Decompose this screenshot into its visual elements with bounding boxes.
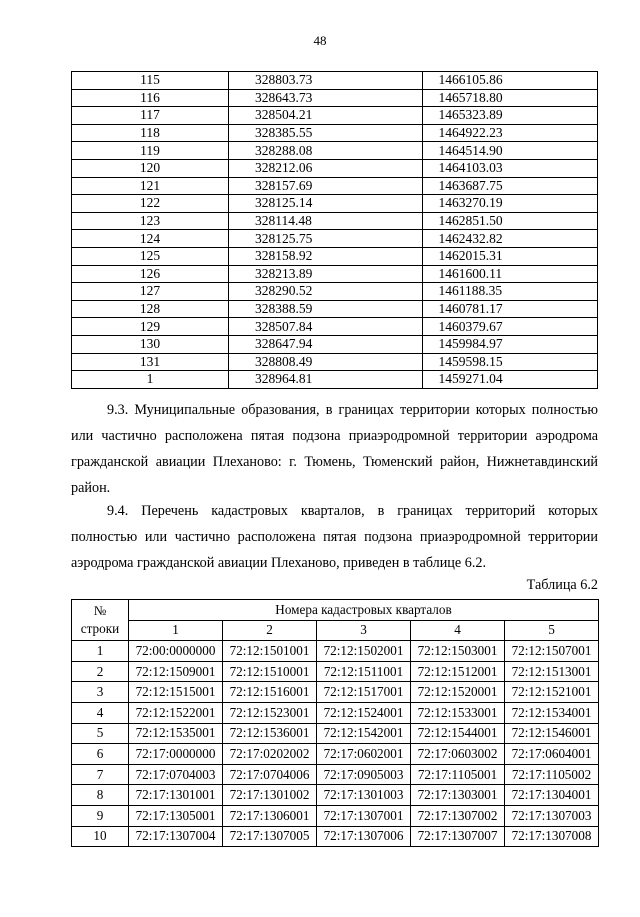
- table-row: [72, 212, 598, 230]
- cadastral-number-cell: 72:12:1513001: [505, 661, 599, 682]
- y-coordinate-cell: 1464922.23: [422, 124, 597, 142]
- y-coordinate-cell: 1459598.15: [422, 353, 597, 371]
- table-row: [72, 764, 599, 785]
- table-row: [72, 230, 598, 248]
- cadastral-number-cell: 72:12:1510001: [223, 661, 317, 682]
- point-number-cell: 125: [72, 247, 229, 265]
- point-number-cell: 126: [72, 265, 229, 283]
- table-row: [72, 785, 599, 806]
- x-coordinate-cell: 328964.81: [228, 371, 422, 389]
- cadastral-number-cell: 72:17:1105001: [411, 764, 505, 785]
- column-number-header: 4: [411, 620, 505, 641]
- x-coordinate-cell: 328212.06: [228, 159, 422, 177]
- cadastral-number-cell: 72:12:1502001: [317, 641, 411, 662]
- point-number-cell: 121: [72, 177, 229, 195]
- table-row: [72, 353, 598, 371]
- cadastral-number-cell: 72:17:1304001: [505, 785, 599, 806]
- point-number-cell: 115: [72, 72, 229, 90]
- cadastral-number-cell: 72:12:1511001: [317, 661, 411, 682]
- row-number-cell: 8: [72, 785, 129, 806]
- point-number-cell: 119: [72, 142, 229, 160]
- x-coordinate-cell: 328157.69: [228, 177, 422, 195]
- x-coordinate-cell: 328643.73: [228, 89, 422, 107]
- x-coordinate-cell: 328803.73: [228, 72, 422, 90]
- y-coordinate-cell: 1464103.03: [422, 159, 597, 177]
- y-coordinate-cell: 1463687.75: [422, 177, 597, 195]
- row-number-header-line2: строки: [80, 621, 120, 637]
- cadastral-number-cell: 72:12:1535001: [129, 723, 223, 744]
- column-number-header: 5: [505, 620, 599, 641]
- point-number-cell: 118: [72, 124, 229, 142]
- table-row: [72, 661, 599, 682]
- cadastral-number-cell: 72:17:0000000: [129, 744, 223, 765]
- cadastral-number-cell: 72:17:0604001: [505, 744, 599, 765]
- row-number-cell: 3: [72, 682, 129, 703]
- row-number-cell: 1: [72, 641, 129, 662]
- row-number-header-line1: №: [93, 603, 107, 619]
- group-header: Номера кадастровых кварталов: [129, 600, 599, 621]
- cadastral-number-cell: 72:17:1307004: [129, 826, 223, 847]
- y-coordinate-cell: 1462432.82: [422, 230, 597, 248]
- cadastral-number-cell: 72:17:1307008: [505, 826, 599, 847]
- table-row: [72, 89, 598, 107]
- column-number-row: [72, 620, 599, 641]
- cadastral-number-cell: 72:12:1503001: [411, 641, 505, 662]
- x-coordinate-cell: 328808.49: [228, 353, 422, 371]
- row-number-header: [72, 600, 129, 641]
- row-number-cell: 2: [72, 661, 129, 682]
- cadastral-number-cell: 72:00:0000000: [129, 641, 223, 662]
- cadastral-number-cell: 72:17:0704006: [223, 764, 317, 785]
- table-row: [72, 682, 599, 703]
- x-coordinate-cell: 328385.55: [228, 124, 422, 142]
- table-row: [72, 744, 599, 765]
- column-number-header: 2: [223, 620, 317, 641]
- cadastral-number-cell: 72:17:0602001: [317, 744, 411, 765]
- cadastral-number-cell: 72:17:1301002: [223, 785, 317, 806]
- point-number-cell: 129: [72, 318, 229, 336]
- y-coordinate-cell: 1459984.97: [422, 335, 597, 353]
- y-coordinate-cell: 1465323.89: [422, 107, 597, 125]
- cadastral-number-cell: 72:17:1306001: [223, 805, 317, 826]
- x-coordinate-cell: 328647.94: [228, 335, 422, 353]
- table-row: [72, 300, 598, 318]
- point-number-cell: 116: [72, 89, 229, 107]
- table-row: [72, 723, 599, 744]
- cadastral-number-cell: 72:12:1507001: [505, 641, 599, 662]
- table-row: [72, 195, 598, 213]
- cadastral-number-cell: 72:12:1523001: [223, 702, 317, 723]
- table-row: [72, 107, 598, 125]
- table-row: [72, 826, 599, 847]
- cadastral-number-cell: 72:17:1307001: [317, 805, 411, 826]
- cadastral-number-cell: 72:12:1546001: [505, 723, 599, 744]
- cadastral-number-cell: 72:17:1301001: [129, 785, 223, 806]
- point-number-cell: 131: [72, 353, 229, 371]
- row-number-cell: 7: [72, 764, 129, 785]
- point-number-cell: 124: [72, 230, 229, 248]
- cadastral-number-cell: 72:12:1542001: [317, 723, 411, 744]
- y-coordinate-cell: 1463270.19: [422, 195, 597, 213]
- cadastral-number-cell: 72:12:1517001: [317, 682, 411, 703]
- cadastral-number-cell: 72:12:1533001: [411, 702, 505, 723]
- cadastral-number-cell: 72:12:1536001: [223, 723, 317, 744]
- x-coordinate-cell: 328213.89: [228, 265, 422, 283]
- cadastral-number-cell: 72:17:1303001: [411, 785, 505, 806]
- cadastral-number-cell: 72:12:1516001: [223, 682, 317, 703]
- y-coordinate-cell: 1460781.17: [422, 300, 597, 318]
- y-coordinate-cell: 1464514.90: [422, 142, 597, 160]
- cadastral-number-cell: 72:17:1307005: [223, 826, 317, 847]
- column-number-header: 3: [317, 620, 411, 641]
- row-number-cell: 5: [72, 723, 129, 744]
- table-row: [72, 72, 598, 90]
- column-number-header: 1: [129, 620, 223, 641]
- point-number-cell: 123: [72, 212, 229, 230]
- x-coordinate-cell: 328125.75: [228, 230, 422, 248]
- cadastral-number-cell: 72:17:0905003: [317, 764, 411, 785]
- table-row: [72, 159, 598, 177]
- table-caption: Таблица 6.2: [526, 577, 598, 593]
- y-coordinate-cell: 1466105.86: [422, 72, 597, 90]
- x-coordinate-cell: 328114.48: [228, 212, 422, 230]
- x-coordinate-cell: 328290.52: [228, 283, 422, 301]
- table-row: [72, 335, 598, 353]
- point-number-cell: 128: [72, 300, 229, 318]
- table-row: [72, 142, 598, 160]
- y-coordinate-cell: 1461188.35: [422, 283, 597, 301]
- cadastral-number-cell: 72:12:1524001: [317, 702, 411, 723]
- y-coordinate-cell: 1465718.80: [422, 89, 597, 107]
- table-row: [72, 805, 599, 826]
- y-coordinate-cell: 1459271.04: [422, 371, 597, 389]
- point-number-cell: 1: [72, 371, 229, 389]
- table-row: [72, 318, 598, 336]
- cadastral-number-cell: 72:17:1305001: [129, 805, 223, 826]
- table-row: [72, 265, 598, 283]
- header-row: [72, 600, 599, 621]
- table-row: [72, 641, 599, 662]
- cadastral-number-cell: 72:17:1301003: [317, 785, 411, 806]
- cadastral-number-cell: 72:12:1515001: [129, 682, 223, 703]
- cadastral-number-cell: 72:12:1522001: [129, 702, 223, 723]
- table-row: [72, 371, 598, 389]
- y-coordinate-cell: 1462851.50: [422, 212, 597, 230]
- cadastral-number-cell: 72:17:1307002: [411, 805, 505, 826]
- row-number-cell: 10: [72, 826, 129, 847]
- cadastral-number-cell: 72:17:0603002: [411, 744, 505, 765]
- coordinates-table: [71, 71, 598, 389]
- cadastral-number-cell: 72:12:1501001: [223, 641, 317, 662]
- table-row: [72, 177, 598, 195]
- row-number-cell: 4: [72, 702, 129, 723]
- x-coordinate-cell: 328507.84: [228, 318, 422, 336]
- y-coordinate-cell: 1461600.11: [422, 265, 597, 283]
- page-number: 48: [313, 33, 327, 48]
- cadastral-number-cell: 72:12:1509001: [129, 661, 223, 682]
- x-coordinate-cell: 328125.14: [228, 195, 422, 213]
- paragraph-9-4: 9.4. Перечень кадастровых кварталов, в границах территорий которых полностью или частично расположена пятая подзона приаэродромной территории аэродрома гражданской авиации Плеханово, приведен в таблице 6.2.: [71, 503, 598, 571]
- point-number-cell: 127: [72, 283, 229, 301]
- x-coordinate-cell: 328504.21: [228, 107, 422, 125]
- table-row: [72, 247, 598, 265]
- cadastral-number-cell: 72:17:0202002: [223, 744, 317, 765]
- cadastral-number-cell: 72:17:1105002: [505, 764, 599, 785]
- cadastral-table: [71, 599, 599, 847]
- table-row: [72, 283, 598, 301]
- y-coordinate-cell: 1460379.67: [422, 318, 597, 336]
- point-number-cell: 122: [72, 195, 229, 213]
- cadastral-number-cell: 72:12:1512001: [411, 661, 505, 682]
- paragraph-9-3: 9.3. Муниципальные образования, в границах территории которых полностью или частично расположена пятая подзона приаэродромной территории аэродрома гражданской авиации Плеханово: г. Тюмень, Тюменский район, Нижнетавдинский район.: [71, 402, 598, 496]
- table-row: [72, 702, 599, 723]
- x-coordinate-cell: 328158.92: [228, 247, 422, 265]
- cadastral-number-cell: 72:12:1534001: [505, 702, 599, 723]
- point-number-cell: 130: [72, 335, 229, 353]
- cadastral-number-cell: 72:17:0704003: [129, 764, 223, 785]
- cadastral-number-cell: 72:17:1307006: [317, 826, 411, 847]
- cadastral-number-cell: 72:12:1521001: [505, 682, 599, 703]
- point-number-cell: 117: [72, 107, 229, 125]
- cadastral-number-cell: 72:17:1307003: [505, 805, 599, 826]
- cadastral-number-cell: 72:12:1520001: [411, 682, 505, 703]
- x-coordinate-cell: 328388.59: [228, 300, 422, 318]
- x-coordinate-cell: 328288.08: [228, 142, 422, 160]
- y-coordinate-cell: 1462015.31: [422, 247, 597, 265]
- table-row: [72, 124, 598, 142]
- cadastral-number-cell: 72:17:1307007: [411, 826, 505, 847]
- cadastral-number-cell: 72:12:1544001: [411, 723, 505, 744]
- point-number-cell: 120: [72, 159, 229, 177]
- row-number-cell: 6: [72, 744, 129, 765]
- row-number-cell: 9: [72, 805, 129, 826]
